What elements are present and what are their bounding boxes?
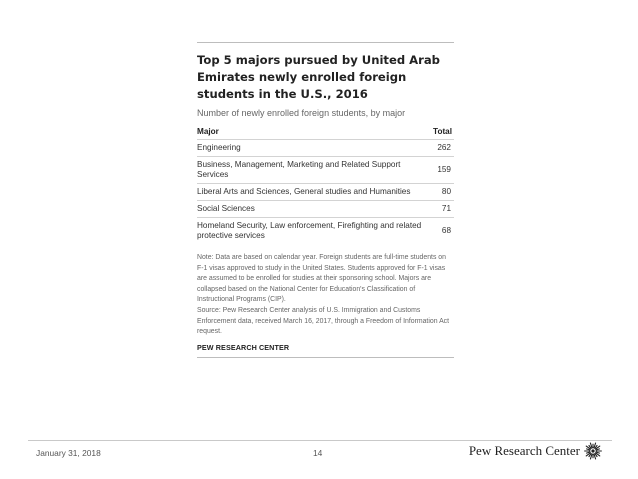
table-row — [197, 218, 454, 245]
table-header-row — [197, 127, 454, 140]
column-header-total: Total — [433, 127, 452, 136]
footer-divider — [28, 440, 612, 441]
major-cell: Engineering — [197, 140, 433, 157]
figure-brand: PEW RESEARCH CENTER — [197, 342, 290, 352]
pew-sunburst-icon — [584, 442, 602, 460]
table-row — [197, 157, 454, 184]
total-cell: 68 — [433, 218, 454, 245]
table-row — [197, 140, 454, 157]
figure-title: Top 5 majors pursued by United Arab Emirates newly enrolled foreign students in the U.S., 2016 — [197, 53, 440, 101]
major-cell: Business, Management, Marketing and Related Support Services — [197, 157, 433, 184]
major-cell: Homeland Security, Law enforcement, Firefighting and related protective services — [197, 218, 433, 245]
footer-date: January 31, 2018 — [36, 448, 101, 458]
total-cell: 80 — [433, 184, 454, 201]
table-row — [197, 201, 454, 218]
figure-subtitle: Number of newly enrolled foreign students, by major — [197, 108, 406, 118]
majors-table — [197, 127, 454, 244]
figure-source: Source: Pew Research Center analysis of U.S. Immigration and Customs Enforcement data, received March 16, 2017, through a Freedom of Information Act request. — [197, 306, 450, 336]
total-cell: 71 — [433, 201, 454, 218]
bottom-divider — [197, 357, 454, 358]
logo-text: Pew Research Center — [468, 443, 580, 458]
page-number: 14 — [313, 448, 323, 458]
figure-panel — [197, 42, 454, 358]
table-row — [197, 184, 454, 201]
major-cell: Social Sciences — [197, 201, 433, 218]
pew-logo — [469, 442, 602, 460]
major-cell: Liberal Arts and Sciences, General studies and Humanities — [197, 184, 433, 201]
column-header-major: Major — [197, 127, 219, 136]
total-cell: 159 — [433, 157, 454, 184]
figure-note: Note: Data are based on calendar year. Foreign students are full-time students on F-1 visas approved to study in the United States. Students approved for F-1 visas are assumed to be enrolled for studies at their sponsoring school. Majors are collapsed based on the National Center for Education's Classification of Instructional Programs (CIP). — [197, 254, 446, 304]
top-divider — [197, 42, 454, 43]
total-cell: 262 — [433, 140, 454, 157]
